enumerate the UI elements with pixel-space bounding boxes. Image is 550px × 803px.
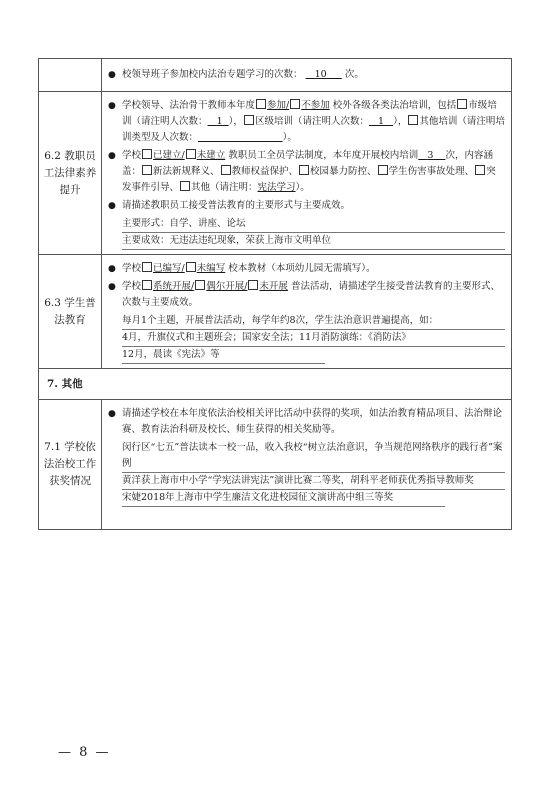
option-compiled: 已编写/ [153,263,185,274]
bullet-icon: ● [108,101,116,111]
section-label-6-3: 6.3 学生普法教育 [39,255,102,369]
option-student-injury: 学生伤害事故处理、 [388,166,475,177]
answer-form: 主要形式：自学、讲座、论坛 [122,216,505,233]
checkbox-bullying[interactable] [299,165,309,175]
district-training-count: 1 [378,116,385,127]
checkbox-not-participate[interactable] [290,99,300,109]
row-leader-study [39,59,512,92]
option-other-training: 其他培训（请注明培训类型及人次数： [122,116,505,143]
text: 学校 [122,150,142,161]
list-item [108,279,505,311]
text: 次，内容涵盖： [122,150,493,177]
checkbox-established[interactable] [142,149,152,159]
text: ）， [393,116,408,127]
option-not-carried: 未开展 [259,281,288,292]
checkbox-participate[interactable] [256,99,266,109]
row-6-2 [39,92,512,255]
list-item [108,67,505,83]
checkbox-district-training[interactable] [244,115,254,125]
row-section-7 [39,369,512,400]
checkbox-city-training[interactable] [457,99,467,109]
checkbox-other[interactable] [180,181,190,191]
checkbox-occasional[interactable] [195,280,205,290]
fill-value [306,69,342,80]
checkbox-teacher-rights[interactable] [221,165,231,175]
other-value: 宪法学习 [257,182,296,193]
bullet-icon: ● [108,282,116,292]
option-not-established: 未建立 [196,150,226,161]
section-label-7-1: 7.1 学校依法治校工作获奖情况 [39,400,102,530]
answer-line: 4月，升旗仪式和主题班会；国家安全法；11月消防演练：《消防法》 [122,330,505,347]
answer-line: 每月1个主题，开展普法活动，每学年约8次，学生法治意识普遍提高，如： [122,313,505,330]
fill-blank [198,132,283,143]
form-table [38,58,512,530]
text: 学校领导、法治骨干教师本年度 [122,100,256,111]
answer-result: 主要成效：无违法违纪现象，荣获上海市文明单位 [122,233,505,250]
option-emergency: 突发事件引导、 [122,166,496,193]
option-other: 其他（请注明： [191,182,258,193]
checkbox-compiled[interactable] [142,262,152,272]
answer-line: 黄洋获上海市中小学“学宪法讲宪法”演讲比赛二等奖，胡科平老师获优秀指导教师奖 [122,473,505,490]
answer-line: 闵行区“七五”普法读本一校一品，收入我校“树立法治意识，争当规范网络秩序的践行者”案例 [122,440,505,473]
checkbox-student-injury[interactable] [378,165,388,175]
option-not-compiled: 未编写 [196,263,226,274]
option-participate: 参加/ [267,100,290,111]
city-training-count: 1 [216,116,223,127]
checkbox-not-carried[interactable] [248,280,258,290]
row-7-1 [39,400,512,530]
checkbox-emergency[interactable] [475,165,485,175]
fill-value [418,150,445,161]
list-item [108,198,505,214]
internal-training-count: 3 [427,150,434,161]
bullet-icon: ● [108,201,116,211]
text: 学校 [122,263,142,274]
fill-value [208,116,229,127]
text: 普法活动，请描述学生接受普法教育的主要形式、次数与主要成效。 [122,281,500,308]
checkbox-not-established[interactable] [186,149,196,159]
option-teacher-rights: 教师权益保护、 [231,166,299,177]
answer-line: 宋婕2018年上海市中学生廉洁文化进校园征文演讲高中组三等奖 [122,490,445,507]
bullet-icon: ● [108,70,116,80]
option-systematic: 系统开展/ [153,281,195,292]
section-content-6-2 [102,92,512,255]
leader-study-cell [102,59,512,92]
row-6-3 [39,255,512,369]
option-city-training: 市级培训（请注明人次数： [122,100,497,127]
empty-label-cell [39,59,102,92]
section-title-7: 7. 其他 [39,369,512,400]
section-content-7-1 [102,400,512,530]
bullet-icon: ● [108,151,116,161]
answer-line: 12月，晨读《宪法》等 [122,347,325,364]
section-label-6-2: 6.2 教职员工法律素养提升 [39,92,102,255]
checkbox-not-compiled[interactable] [186,262,196,272]
text: ）， [228,116,243,127]
text: 校本教材（本项幼儿园无需填写）。 [228,263,376,274]
text: ）。 [282,132,297,143]
bullet-icon: ● [108,409,116,419]
fill-value [369,116,393,127]
option-occasional: 偶尔开展/ [206,281,248,292]
option-district-training: 区级培训（请注明人次数： [254,116,369,127]
text: 教职员工全员学法制度，本年度开展校内培训 [228,150,419,161]
list-item [108,148,505,196]
text: 校外各级各类法治培训，包括 [332,100,457,111]
list-item [108,406,505,438]
text: ）。 [295,182,310,193]
option-not-participate: 不参加 [301,100,330,111]
text: 学校 [122,281,142,292]
option-new-law: 新法新规释义、 [153,166,220,177]
section-content-6-3 [102,255,512,369]
list-item [108,98,505,146]
unit-text: 次。 [344,69,364,80]
checkbox-systematic[interactable] [142,280,152,290]
checkbox-other-training[interactable] [408,115,418,125]
option-bullying: 校园暴力防控、 [310,166,377,177]
checkbox-new-law[interactable] [142,165,152,175]
option-established: 已建立/ [153,150,185,161]
bullet-icon: ● [108,264,116,274]
question-text: 校领导班子参加校内法治专题学习的次数： [122,69,303,80]
question-text: 请描述教职员工接受普法教育的主要形式与主要成效。 [122,200,351,211]
study-count: 10 [314,69,327,80]
form-page [38,58,512,530]
question-text: 请描述学校在本年度依法治校相关评比活动中获得的奖项，如法治教育精品项目、法治辩论赛、教育法治科研及校长、师生获得的相关奖励等。 [122,408,503,435]
page-number: — 8 — [58,745,111,760]
list-item [108,261,505,277]
